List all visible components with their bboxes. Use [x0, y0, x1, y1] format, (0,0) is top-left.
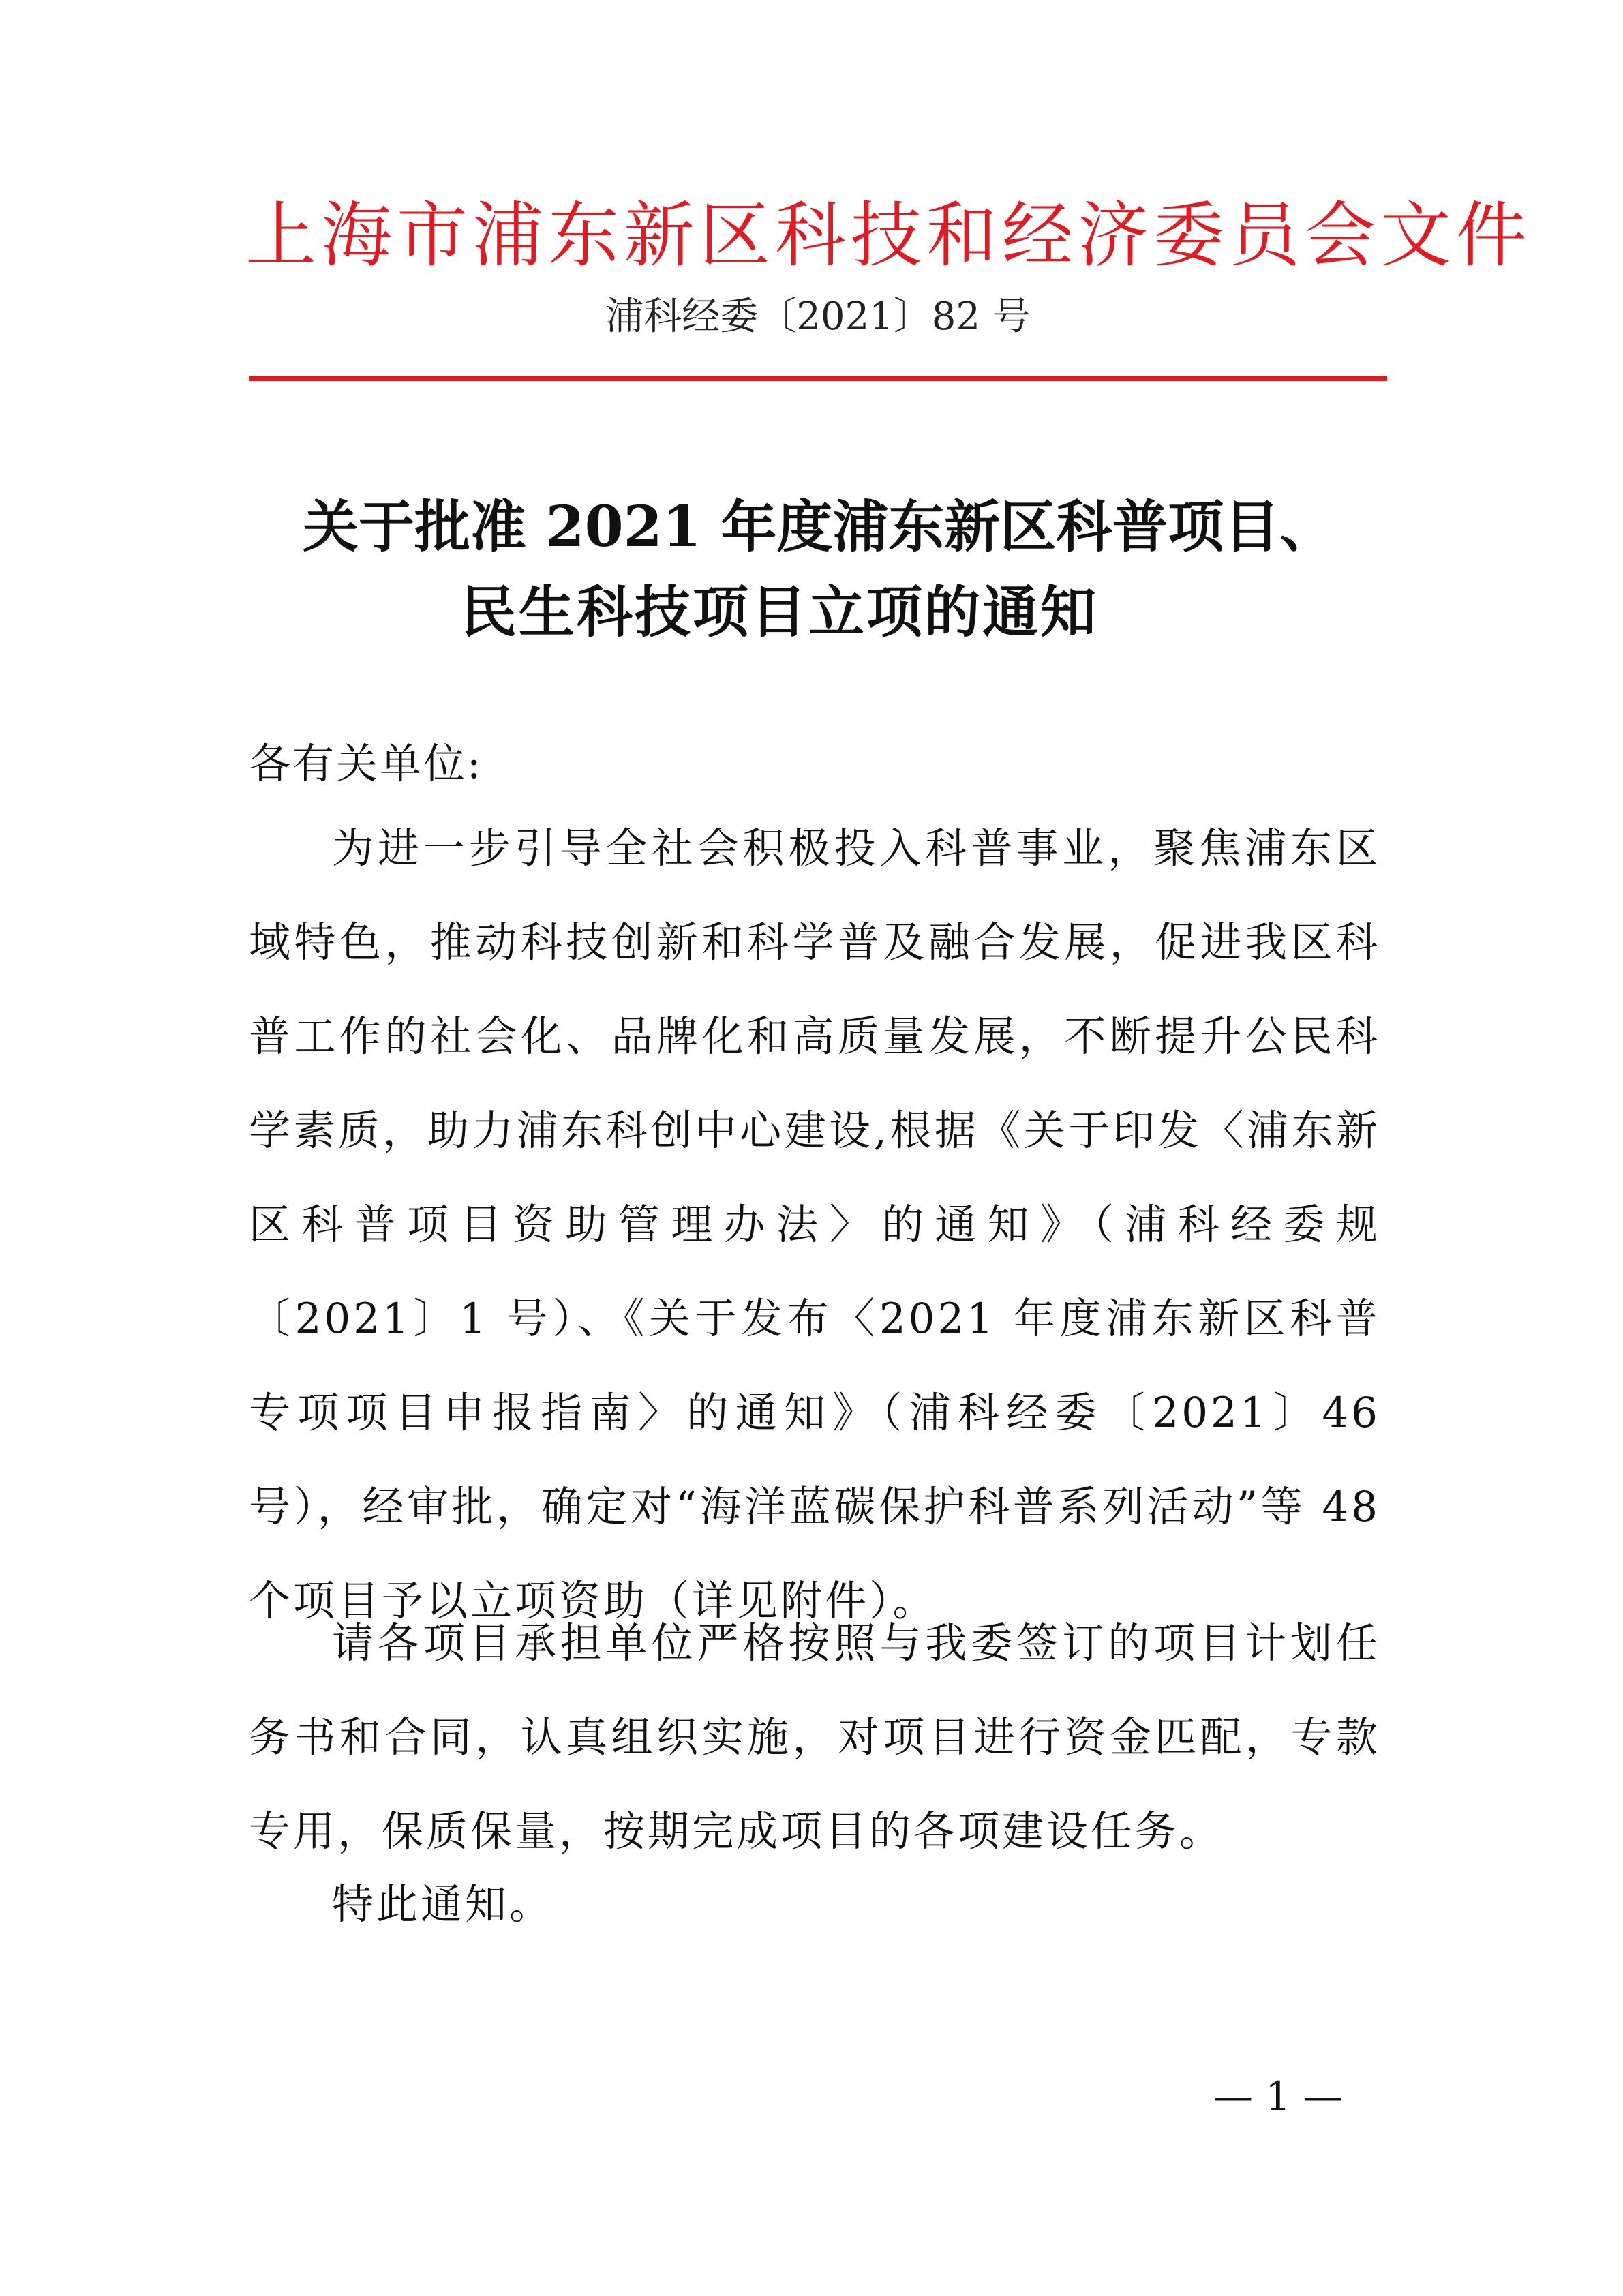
- salutation: 各有关单位:: [249, 740, 483, 788]
- document-title-line-1: 关于批准 2021 年度浦东新区科普项目、: [303, 494, 1336, 560]
- red-divider-line: [249, 376, 1387, 381]
- document-number: 浦科经委〔2021〕82 号: [605, 294, 1031, 339]
- body-paragraph-1: 为进一步引导全社会积极投入科普事业，聚焦浦东区域特色，推动科技创新和科学普及融合发展，促进我区科普工作的社会化、品牌化和高质量发展，不断提升公民科学素质，助力浦东科创中心建设,根据《关于印发〈浦东新区科普项目资助管理办法〉的通知》（浦科经委规〔2021〕1 号）、《关于发布〈2021 年度浦东新区科普专项项目申报指南〉的通知》（浦科经委〔2021〕46 号），经审批，确定对“海洋蓝碳保护科普系列活动”等 48 个项目予以立项资助（详见附件）。: [249, 824, 1380, 1625]
- issuing-organization-title: 上海市浦东新区科技和经济委员会文件: [245, 194, 1532, 277]
- document-title-line-2: 民生科技项目立项的通知: [461, 579, 1099, 645]
- page-number: — 1 —: [1213, 2073, 1343, 2119]
- body-paragraph-3: 特此通知。: [332, 1880, 554, 1929]
- body-paragraph-2: 请各项目承担单位严格按照与我委签订的项目计划任务书和合同，认真组织实施，对项目进行资金匹配，专款专用，保质保量，按期完成项目的各项建设任务。: [249, 1619, 1380, 1856]
